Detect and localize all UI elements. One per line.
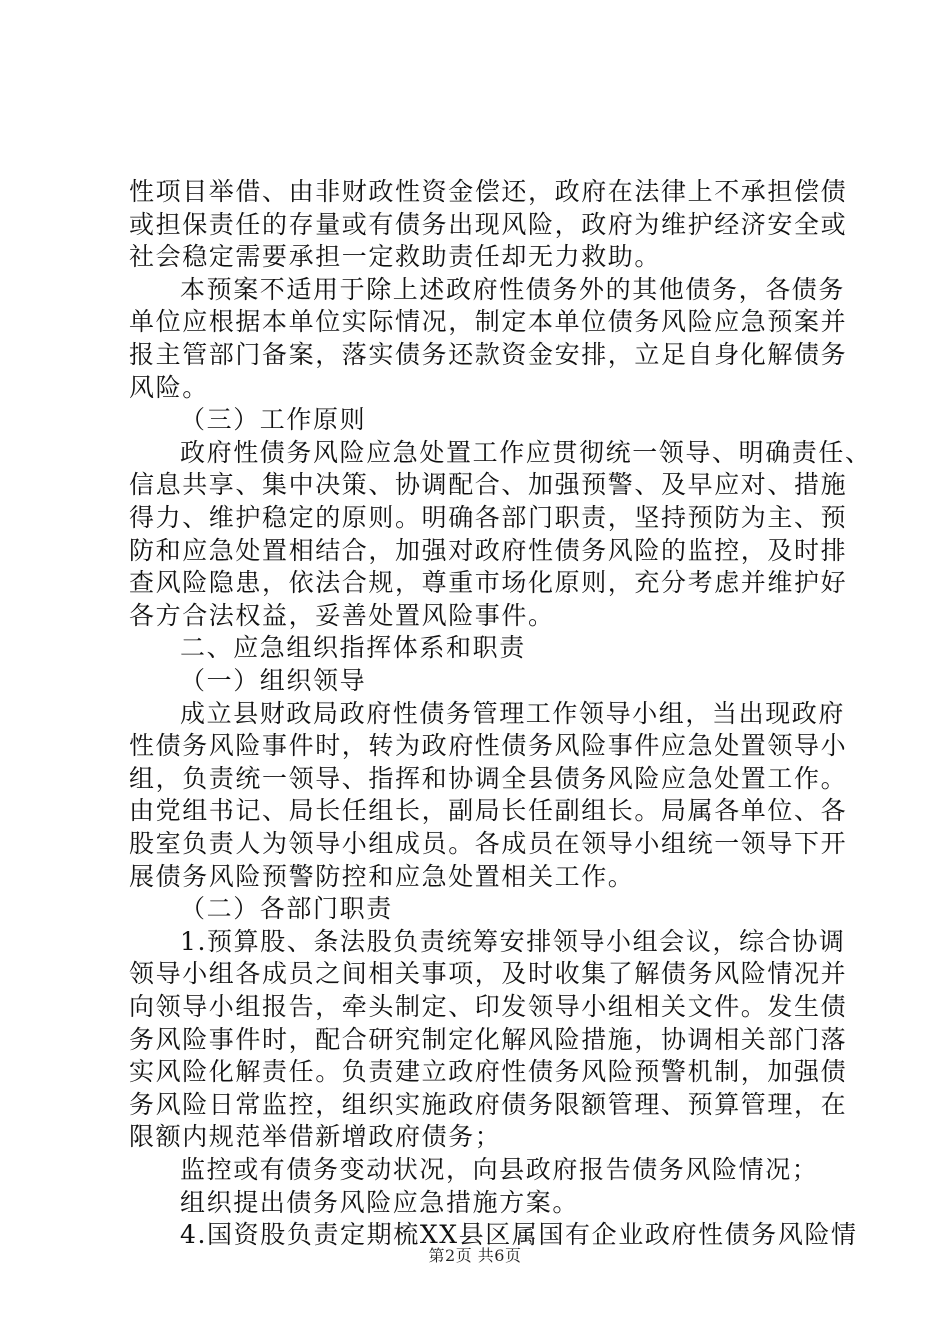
text-line: 组织提出债务风险应急措施方案。 bbox=[180, 1188, 580, 1217]
text-line: 查风险隐患，依法合规，尊重市场化原则，充分考虑并维护好 bbox=[129, 568, 848, 597]
text-line: 监控或有债务变动状况，向县政府报告债务风险情况； bbox=[180, 1155, 819, 1184]
text-line: 单位应根据本单位实际情况，制定本单位债务风险应急预案并 bbox=[129, 307, 848, 336]
text-line: 务风险日常监控，组织实施政府债务限额管理、预算管理，在 bbox=[129, 1090, 848, 1119]
text-line: 成立县财政局政府性债务管理工作领导小组，当出现政府 bbox=[180, 699, 846, 728]
text-line: 政府性债务风险应急处置工作应贯彻统一领导、明确责任、 bbox=[180, 438, 872, 467]
section-heading: （一）组织领导 bbox=[180, 666, 367, 695]
text-line: 风险。 bbox=[129, 373, 209, 402]
text-line: 股室负责人为领导小组成员。各成员在领导小组统一领导下开 bbox=[129, 829, 848, 858]
text-line: 报主管部门备案，落实债务还款资金安排，立足自身化解债务 bbox=[129, 340, 848, 369]
text-line: 社会稳定需要承担一定救助责任却无力救助。 bbox=[129, 242, 662, 271]
text-line: 向领导小组报告，牵头制定、印发领导小组相关文件。发生债 bbox=[129, 992, 848, 1021]
text-line: 信息共享、集中决策、协调配合、加强预警、及早应对、措施 bbox=[129, 470, 848, 499]
section-heading: 二、应急组织指挥体系和职责 bbox=[180, 633, 526, 662]
section-heading: （三）工作原则 bbox=[180, 405, 367, 434]
page-footer: 第2页 共6页 bbox=[428, 1246, 522, 1265]
text-line: 1.预算股、条法股负责统筹安排领导小组会议，综合协调 bbox=[180, 927, 846, 956]
text-line: 或担保责任的存量或有债务出现风险，政府为维护经济安全或 bbox=[129, 210, 848, 239]
text-line: 性项目举借、由非财政性资金偿还，政府在法律上不承担偿债 bbox=[129, 177, 848, 206]
text-line: 务风险事件时，配合研究制定化解风险措施，协调相关部门落 bbox=[129, 1025, 848, 1054]
text-line: 组，负责统一领导、指挥和协调全县债务风险应急处置工作。 bbox=[129, 764, 848, 793]
text-line: 各方合法权益，妥善处置风险事件。 bbox=[129, 601, 555, 630]
text-line: 本预案不适用于除上述政府性债务外的其他债务，各债务 bbox=[180, 275, 846, 304]
text-line: 实风险化解责任。负责建立政府性债务风险预警机制，加强债 bbox=[129, 1057, 848, 1086]
text-line: 4.国资股负责定期梳XX县区属国有企业政府性债务风险情 bbox=[180, 1220, 858, 1249]
text-line: 防和应急处置相结合，加强对政府性债务风险的监控，及时排 bbox=[129, 536, 848, 565]
text-line: 性债务风险事件时，转为政府性债务风险事件应急处置领导小 bbox=[129, 731, 848, 760]
text-line: 得力、维护稳定的原则。明确各部门职责，坚持预防为主、预 bbox=[129, 503, 848, 532]
text-line: 领导小组各成员之间相关事项，及时收集了解债务风险情况并 bbox=[129, 959, 848, 988]
text-line: 限额内规范举借新增政府债务； bbox=[129, 1122, 502, 1151]
text-line: 由党组书记、局长任组长，副局长任副组长。局属各单位、各 bbox=[129, 796, 848, 825]
section-heading: （二）各部门职责 bbox=[180, 894, 393, 923]
text-line: 展债务风险预警防控和应急处置相关工作。 bbox=[129, 862, 635, 891]
